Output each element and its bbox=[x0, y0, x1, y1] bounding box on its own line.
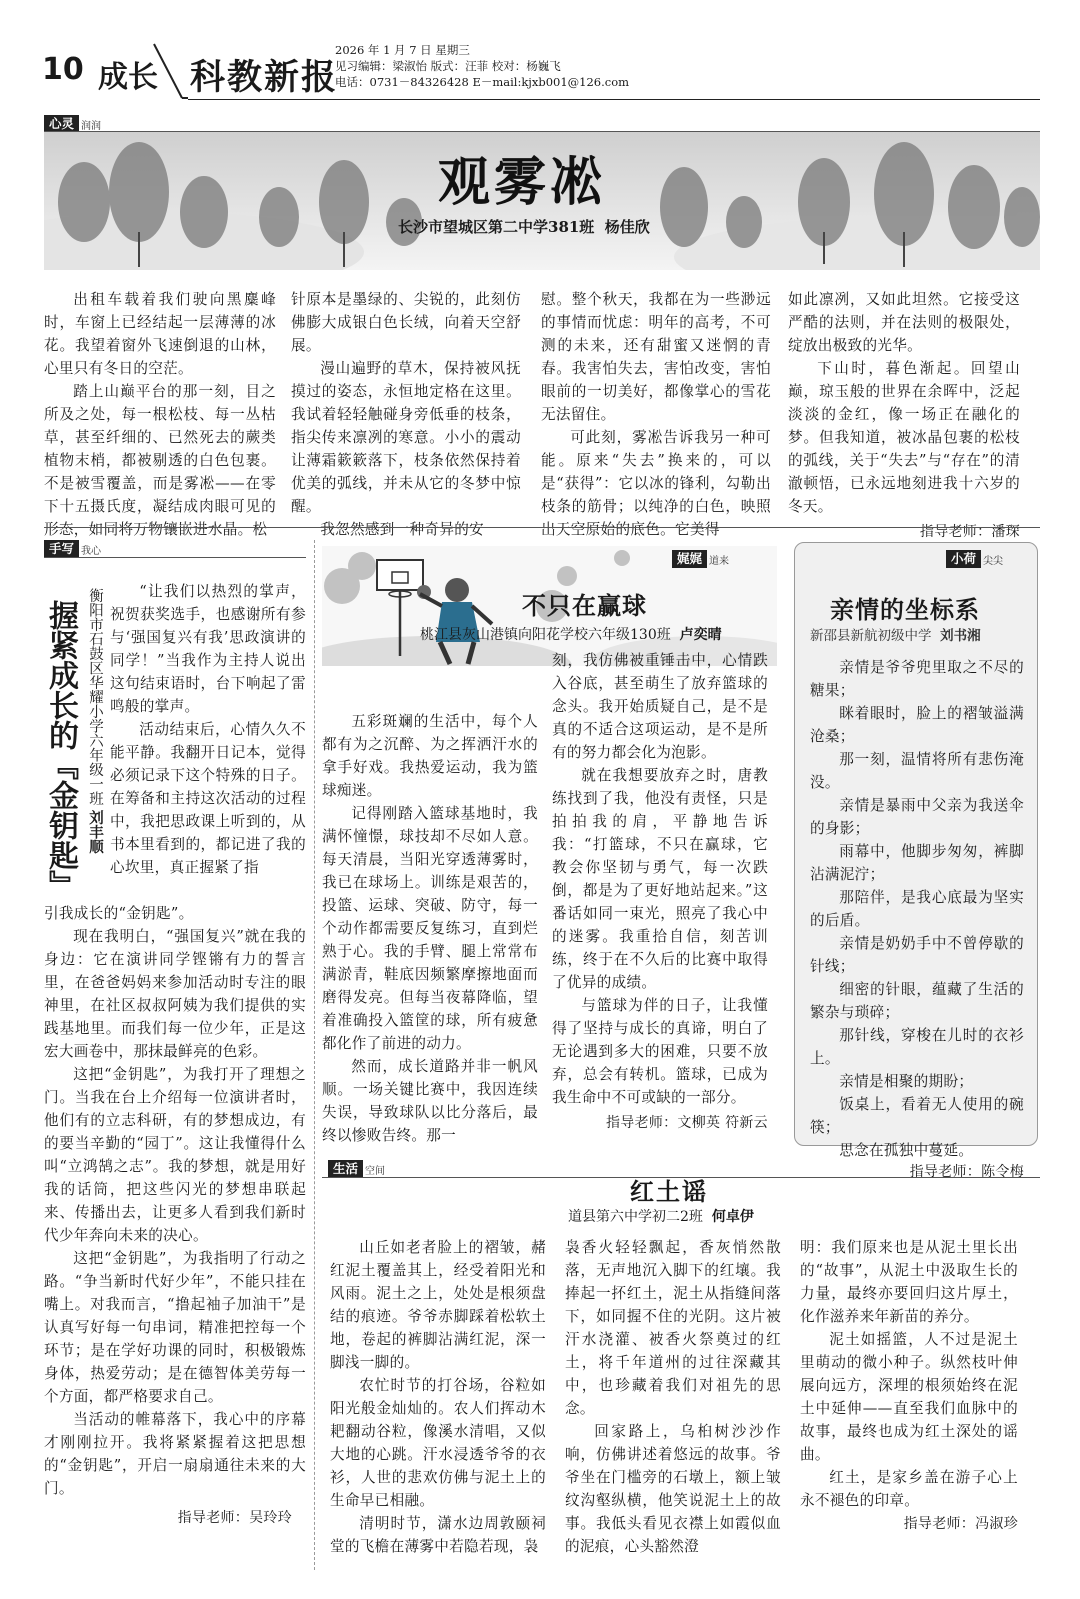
page-number: 10 bbox=[42, 52, 84, 87]
paragraph: 泥土如摇篮，人不过是泥土里萌动的微小种子。纵然枝叶伸展向远方，深埋的根须始终在泥土中延伸——直至我们血脉中的故事，最终也成为红土深处的谣曲。 bbox=[800, 1331, 1018, 1463]
paragraph: 刻，我仿佛被重锤击中，心情跌入谷底，甚至萌生了放弃篮球的念头。我开始质疑自己，是不是真的不适合这项运动，是不是所有的努力都会化为泡影。 bbox=[552, 652, 768, 761]
a5-title: 红土谣 bbox=[630, 1178, 708, 1206]
a3-byline bbox=[420, 624, 722, 644]
poem-line: 眯着眼时，脸上的褶皱溢满沧桑； bbox=[810, 705, 1024, 745]
section-tag-xiaohe: 小荷 尖尖 bbox=[946, 548, 1003, 568]
paragraph: 五彩斑斓的生活中，每个人都有为之沉醉、为之挥洒汗水的拿手好戏。我热爱运动，我为篮球痴迷。 bbox=[322, 713, 538, 799]
poem-line: 思念在孤独中蔓延。 bbox=[839, 1142, 974, 1159]
poem-line: 雨幕中，他脚步匆匆，裤脚沾满泥泞； bbox=[810, 843, 1024, 883]
a2-col-main bbox=[44, 902, 306, 1528]
paper-title: 科教新报 bbox=[190, 57, 339, 98]
paragraph: 慰。整个秋天，我都在为一些渺远的事情而忧虑：明年的高考，不可测的未来，还有甜蜜又迷惘的青春。我害怕失去，害怕改变，害怕眼前的一切美好，都像掌心的雪花无法留住。 bbox=[541, 291, 771, 423]
a1-title: 观雾凇 bbox=[438, 153, 607, 213]
a1-teacher: 指导老师：潘琛 bbox=[919, 524, 1020, 540]
paragraph: 就在我想要放弃之时，唐教练找到了我，他没有责怪，只是拍拍我的肩，平静地告诉我：“打篮球，不只在赢球，它教会你坚韧与勇气，每一次跌倒，都是为了更好地站起来。”这番话如同一束光，照亮了我心中的迷雾。我重拾自信，刻苦训练，终于在不久后的比赛中取得了优异的成绩。 bbox=[552, 767, 768, 991]
a3-teacher: 指导老师：文柳英 符新云 bbox=[605, 1115, 768, 1131]
a5-school: 道县第六中学初二2班 bbox=[568, 1209, 703, 1225]
poem-line: 那陪伴，是我心底最为坚实的后盾。 bbox=[810, 889, 1024, 929]
paragraph: 记得刚踏入篮球基地时，我满怀憧憬，球技却不尽如人意。每天清晨，当阳光穿透薄雾时，我已在球场上。训练是艰苦的，投篮、运球、突破、防守，每一个动作都需要反复练习，直到烂熟于心。我的手臂、腿上常常布满淤青，鞋底因频繁摩擦地面而磨得发亮。但每当夜幕降临，望着准确投入篮筐的球，所有疲惫都化作了前进的动力。 bbox=[322, 805, 538, 1052]
a4-poem bbox=[810, 656, 1024, 1182]
a1-school: 长沙市望城区第二中学381班 bbox=[398, 218, 595, 236]
paragraph: 踏上山巅平台的那一刻，目之所及之处，每一根松枝、每一丛枯草，甚至纤细的、已然死去的蕨类植物末梢，都被剔透的白色包裹。不是被雪覆盖，而是雾凇——在零下十五摄氏度，凝结成肉眼可见的形态，如同将万物镶嵌进水晶。松 bbox=[44, 383, 276, 538]
paragraph: 这把“金钥匙”，为我打开了理想之门。当我在台上介绍每一位演讲者时，他们有的立志科研，有的梦想成边，有的要当辛勤的“园丁”。这让我懂得什么叫“立鸿鹄之志”。我的梦想，就是用好我的话筒，把这些闪光的梦想串联起来、传播出去，让更多人看到我们新时代少年奔向未来的决心。 bbox=[44, 1066, 306, 1244]
paragraph: 这把“金钥匙”，为我指明了行动之路。“争当新时代好少年”，不能只挂在嘴上。对我而言，“撸起袖子加油干”是认真写好每一句串词，精准把控每一个环节；是在学好功课的同时，积极锻炼身体，热爱劳动；是在德智体美劳每一个方面，都严格要求自己。 bbox=[44, 1250, 306, 1405]
paragraph: 现在我明白，“强国复兴”就在我的身边：它在演讲同学铿锵有力的誓言里，在爸爸妈妈来参加活动时专注的眼神里，在社区叔叔阿姨为我们提供的实践基地里。而我们每一位少年，正是这宏大画卷中，那抹最鲜亮的色彩。 bbox=[44, 928, 306, 1060]
a3-title: 不只在赢球 bbox=[522, 592, 647, 620]
a2-teacher: 指导老师：吴玲玲 bbox=[177, 1510, 292, 1526]
a4-title: 亲情的坐标系 bbox=[830, 596, 980, 624]
a3-school: 桃江县灰山港镇向阳花学校六年级130班 bbox=[420, 627, 671, 643]
poem-line: 亲情是爷爷兜里取之不尽的糖果； bbox=[810, 659, 1024, 699]
paragraph: 引我成长的“金钥匙”。 bbox=[44, 905, 194, 922]
a1-author: 杨佳欣 bbox=[604, 218, 650, 236]
a2-top-rule bbox=[44, 557, 306, 558]
paragraph: 清明时节，潇水边周敦颐祠堂的飞檐在薄雾中若隐若现，袅 bbox=[330, 1515, 546, 1555]
poem-line: 细密的针眼，蕴藏了生活的繁杂与琐碎； bbox=[810, 981, 1024, 1021]
a1-col-3 bbox=[541, 288, 771, 541]
poem-line: 那一刻，温情将所有悲伤淹没。 bbox=[810, 751, 1024, 791]
a2-school: 衡阳市石鼓区华耀小学六年级一班 bbox=[87, 588, 103, 806]
a1-byline bbox=[398, 216, 650, 237]
column-divider bbox=[314, 540, 315, 1570]
paragraph: “让我们以热烈的掌声，祝贺获奖选手，也感谢所有参与‘强国复兴有我’思政演讲的同学！”当我作为主持人说出这句结束语时，台下响起了雷鸣般的掌声。 bbox=[110, 583, 306, 715]
paragraph: 下山时，暮色渐起。回望山巅，琼玉般的世界在余晖中，泛起淡淡的金红，像一场正在融化的梦。但我知道，被冰晶包裹的松枝的弧线，关于“失去”与“存在”的清澈顿悟，已永远地刻进我十六岁的冬天。 bbox=[788, 360, 1020, 515]
a1-col-4 bbox=[788, 288, 1020, 542]
header-rule bbox=[188, 99, 1040, 100]
paragraph: 山丘如老者脸上的褶皱，赭红泥土覆盖其上，经受着阳光和风雨。泥土之上，处处是根须盘结的痕迹。爷爷赤脚踩着松软土地，卷起的裤脚沾满红泥，深一脚浅一脚的。 bbox=[330, 1239, 546, 1371]
a4-teacher: 指导老师：陈令梅 bbox=[909, 1164, 1024, 1180]
a3-author: 卢奕晴 bbox=[679, 627, 722, 643]
paragraph: 农忙时节的打谷场，谷粒如阳光般金灿灿的。农人们挥动木耙翻动谷粒，像溪水清唱，又似大地的心跳。汗水浸透爷爷的衣衫，人世的悲欢仿佛与泥土上的生命早已相融。 bbox=[330, 1377, 546, 1509]
editors-line: 见习编辑：梁淑怡 版式：汪菲 校对：杨巍飞 bbox=[335, 59, 561, 73]
a2-title: 握紧成长的『金钥匙』 bbox=[43, 600, 78, 900]
a4-school: 新邵县新航初级中学 bbox=[810, 628, 932, 644]
section-tag-shenghuo: 生活 空间 bbox=[328, 1158, 385, 1178]
a5-col-1 bbox=[330, 1236, 546, 1558]
a5-author: 何卓伊 bbox=[711, 1209, 754, 1225]
section-tag-weiwei: 娓娓 道来 bbox=[672, 548, 729, 568]
a2-author: 刘丰顺 bbox=[87, 810, 104, 854]
header-slash-divider bbox=[148, 42, 188, 102]
paragraph: 漫山遍野的草木，保持被风抚摸过的姿态，永恒地定格在这里。我试着轻轻触碰身旁低垂的枝条，指尖传来凛冽的寒意。小小的震动让薄霜簌簌落下，枝条依然保持着优美的弧线，并未从它的冬梦中惊醒。 bbox=[291, 360, 521, 515]
section-name: 成长 bbox=[98, 60, 158, 95]
poem-line: 那针线，穿梭在儿时的衣衫上。 bbox=[810, 1027, 1024, 1067]
section-tag-shouxie: 手写 我心 bbox=[44, 538, 101, 558]
paragraph: 活动结束后，心情久久不能平静。我翻开日记本，觉得必须记录下这个特殊的日子。在筹备和主持这次活动的过程中，我把思政课上听到的，从书本里看到的，都记进了我的心坎里，真正握紧了指 bbox=[110, 721, 306, 876]
a1-bottom-rule bbox=[44, 527, 1040, 528]
paragraph: 红土，是家乡盖在游子心上永不褪色的印章。 bbox=[800, 1469, 1018, 1509]
poem-line: 亲情是暴雨中父亲为我送伞的身影； bbox=[810, 797, 1024, 837]
poem-line: 亲情是相聚的期盼； bbox=[839, 1073, 974, 1090]
paragraph: 如此凛冽，又如此坦然。它接受这严酷的法则，并在法则的极限处，绽放出极致的光华。 bbox=[788, 291, 1020, 354]
a1-col-2 bbox=[291, 288, 521, 541]
paragraph: 出租车载着我们驶向黑麋峰时，车窗上已经结起一层薄薄的冰花。我望着窗外飞速倒退的山林，心里只有冬日的空茫。 bbox=[44, 291, 276, 377]
poem-line: 饭桌上，看着无人使用的碗筷； bbox=[810, 1096, 1024, 1136]
paragraph: 袅香火轻轻飘起，香灰悄然散落，无声地沉入脚下的红壤。我捧起一抔红土，泥土从指缝间落下，如同握不住的光阴。这片被汗水浇灌、被香火祭奠过的红土，将千年道州的过往深藏其中，也珍藏着我们对祖先的思念。 bbox=[565, 1239, 781, 1417]
a4-byline bbox=[810, 624, 981, 644]
a2-col-top bbox=[110, 580, 306, 879]
issue-date: 2026 年 1 月 7 日 星期三 bbox=[335, 43, 470, 57]
contact-line: 电话：0731－84326428 E－mail:kjxb001@126.com bbox=[335, 75, 630, 89]
a5-teacher: 指导老师：冯淑珍 bbox=[903, 1516, 1018, 1532]
a4-author: 刘书湘 bbox=[940, 628, 981, 644]
section-tag-xinling: 心灵 润润 bbox=[44, 113, 101, 133]
a5-col-3 bbox=[800, 1236, 1018, 1534]
a5-byline bbox=[568, 1206, 754, 1226]
paragraph: 明：我们原来也是从泥土里长出的“故事”，从泥土中汲取生长的力量，最终亦要回归这片厚土，化作滋养来年新苗的养分。 bbox=[800, 1239, 1018, 1325]
paragraph: 针原本是墨绿的、尖锐的，此刻仿佛膨大成银白色长绒，向着天空舒展。 bbox=[291, 291, 521, 354]
poem-line: 亲情是奶奶手中不曾停歇的针线； bbox=[810, 935, 1024, 975]
paragraph: 当活动的帷幕落下，我心中的序幕才刚刚拉开。我将紧紧握着这把思想的“金钥匙”，开启一扇扇通往未来的大门。 bbox=[44, 1411, 306, 1497]
masthead bbox=[40, 42, 1040, 102]
a5-col-2 bbox=[565, 1236, 781, 1558]
paragraph: 与篮球为伴的日子，让我懂得了坚持与成长的真谛，明白了无论遇到多大的困难，只要不放弃，总会有转机。篮球，已成为我生命中不可或缺的一部分。 bbox=[552, 997, 768, 1106]
paragraph: 我忽然感到一种奇异的安 bbox=[320, 521, 485, 538]
paragraph: 回家路上，乌桕树沙沙作响，仿佛讲述着悠远的故事。爷爷坐在门槛旁的石墩上，额上皱纹沟壑纵横，他笑说泥土上的故事。我低头看见衣襟上如霞似血的泥痕，心头豁然澄 bbox=[565, 1423, 781, 1555]
a3-col-2 bbox=[552, 649, 768, 1133]
paragraph: 然而，成长道路并非一帆风顺。一场关键比赛中，我因连续失误，导致球队以比分落后，最终以惨败告终。那一 bbox=[322, 1058, 538, 1144]
a2-byline bbox=[82, 588, 104, 854]
a1-col-1 bbox=[44, 288, 276, 541]
a3-col-1 bbox=[322, 710, 538, 1147]
paragraph: 可此刻，雾凇告诉我另一种可能。原来“失去”换来的，可以是“获得”：它以冰的锋利，勾勒出枝条的筋骨；以纯净的白色，映照出天空原始的底色。它美得 bbox=[541, 429, 771, 538]
